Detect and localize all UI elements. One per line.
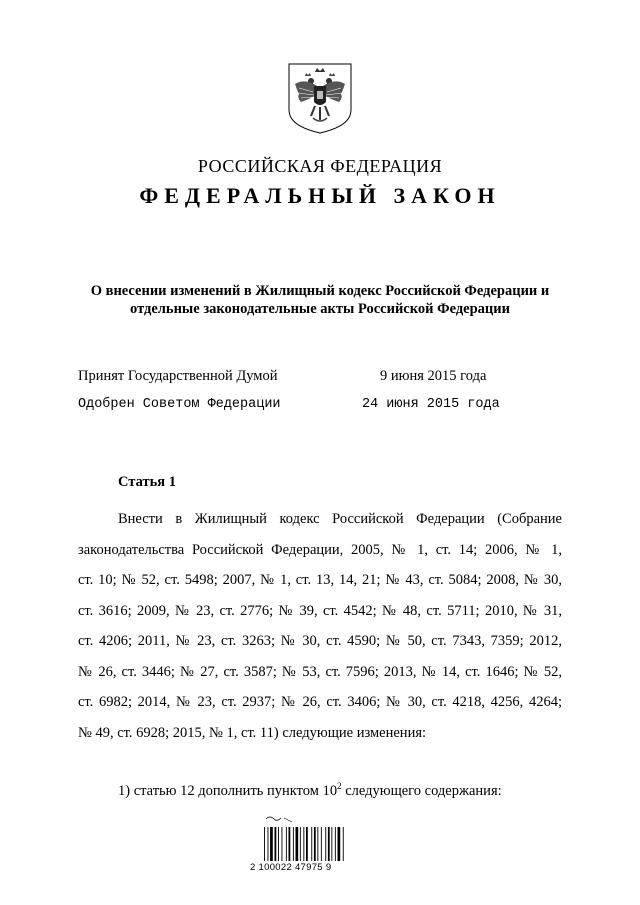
duma-adoption-label: Принят Государственной Думой [78,368,278,384]
law-title-line: О внесении изменений в Жилищный кодекс Российской Федерации и [90,283,550,299]
item-text-start: 1) статью 12 дополнить пунктом 10 [118,783,338,799]
barcode-number: 2 100022 47975 9 [250,862,332,873]
body-line: ст. 4206; 2011, № 23, ст. 3263; № 30, ст. 4590; № 50, ст. 7343, 7359; 2012, [78,633,562,649]
amendment-item-1 [118,781,502,800]
item-text-end: следующего содержания: [341,783,502,799]
law-type-heading: ФЕДЕРАЛЬНЫЙ ЗАКОН [139,183,501,208]
council-approval-label: Одобрен Советом Федерации [78,397,281,412]
body-line: № 49, ст. 6928; 2015, № 1, ст. 11) следующие изменения: [78,724,427,741]
law-title [60,282,580,318]
body-line: Внести в Жилищный кодекс Российской Федерации (Собрание [118,511,562,527]
body-line: ст. 6982; 2014, № 23, ст. 2937; № 26, ст. 3406; № 30, ст. 4218, 4256, 4264; [78,694,562,710]
item-superscript: 2 [337,781,342,791]
body-line: ст. 10; № 52, ст. 5498; 2007, № 1, ст. 13, 14, 21; № 43, ст. 5084; 2008, № 30, [78,572,562,588]
article-body [78,504,562,748]
double-headed-eagle-emblem-icon [285,60,355,136]
duma-adoption-date: 9 июня 2015 года [380,368,487,384]
article-heading: Статья 1 [118,474,176,490]
body-line: законодательства Российской Федерации, 2005, № 1, ст. 14; 2006, № 1, [78,541,562,558]
council-approval-date: 24 июня 2015 года [362,397,500,412]
country-name: РОССИЙСКАЯ ФЕДЕРАЦИЯ [197,156,443,176]
law-title-line: отдельные законодательные акты Российской Федерации [130,301,510,317]
body-line: ст. 3616; 2009, № 23, ст. 2776; № 39, ст. 4542; № 48, ст. 5711; 2010, № 31, [78,602,562,619]
body-line: № 26, ст. 3446; № 27, ст. 3587; № 53, ст. 7596; 2013, № 14, ст. 1646; № 52, [78,663,562,680]
